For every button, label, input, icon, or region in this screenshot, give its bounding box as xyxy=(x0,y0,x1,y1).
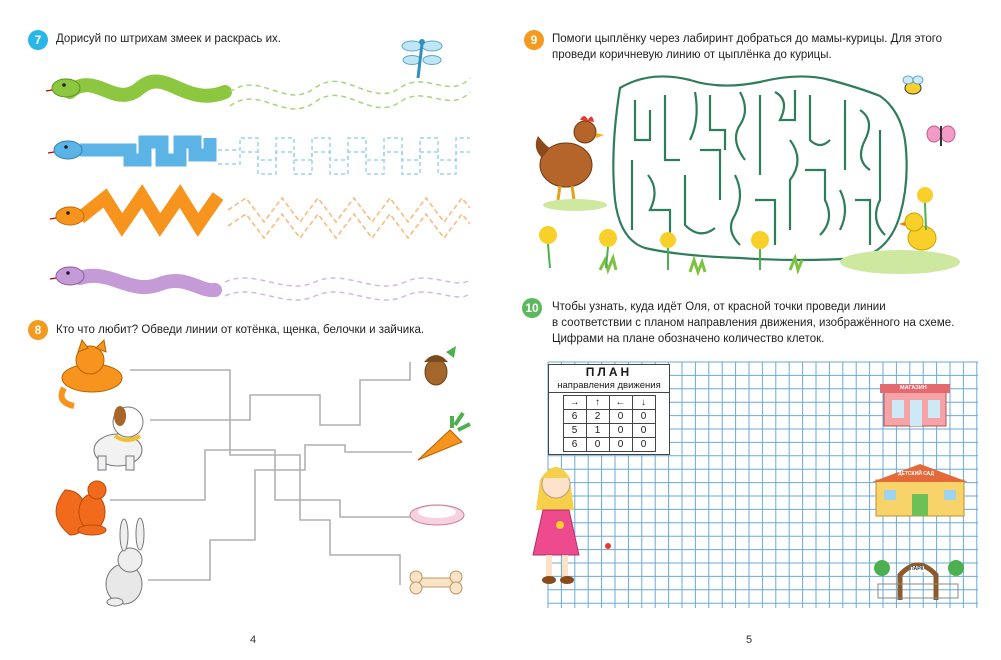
plan-cell: 0 xyxy=(586,438,609,452)
kindergarten-label: ДЕТСКИЙ САД xyxy=(898,471,935,477)
plan-cell: 0 xyxy=(609,410,632,424)
snake-orange xyxy=(50,196,470,238)
task-9-badge: 9 xyxy=(524,30,544,50)
plan-row xyxy=(563,424,655,438)
snake-blue xyxy=(48,138,470,174)
task-7-text: Дорисуй по штрихам змеек и раскрась их. xyxy=(56,33,281,45)
dragonfly-icon xyxy=(402,39,442,78)
bunny-icon xyxy=(106,518,144,606)
plan-cell: 1 xyxy=(586,424,609,438)
plan-cell: 6 xyxy=(563,438,586,452)
girl-olya-icon xyxy=(533,467,579,584)
movement-plan-table xyxy=(548,364,670,455)
task-10-text-line3: Цифрами на плане обозначено количество клеток. xyxy=(552,333,825,345)
arrow-right-icon: → xyxy=(563,396,586,410)
red-start-dot xyxy=(605,543,611,549)
plan-cell: 0 xyxy=(632,424,655,438)
task-8-text: Кто что любит? Обведи линии от котёнка, щенка, белочки и зайчика. xyxy=(56,324,425,336)
task-10-badge: 10 xyxy=(522,298,542,318)
plan-row xyxy=(563,438,655,452)
plan-cell: 0 xyxy=(609,438,632,452)
park-label: ПАРК xyxy=(910,566,924,572)
plan-cell: 0 xyxy=(632,438,655,452)
bone-icon xyxy=(410,571,462,594)
snake-purple xyxy=(50,267,470,300)
butterfly-icon xyxy=(927,126,955,146)
kitten-icon xyxy=(62,340,122,406)
bee-icon xyxy=(903,76,923,94)
plan-cell: 0 xyxy=(609,424,632,438)
arrow-down-icon: ↓ xyxy=(632,396,655,410)
task-8-badge: 8 xyxy=(28,320,48,340)
page-number-right: 5 xyxy=(746,634,753,646)
task-10-text-line2: в соответствии с планом направления движения, изображённого на схеме. xyxy=(552,317,955,329)
hen-icon xyxy=(536,116,604,200)
grass-and-flowers xyxy=(539,187,960,274)
snake-green xyxy=(46,78,470,109)
acorn-icon xyxy=(424,346,456,385)
task-9-text-line2: проведи коричневую линию от цыплёнка до курицы. xyxy=(552,49,832,61)
chick-icon xyxy=(899,213,936,250)
shop-label: МАГАЗИН xyxy=(900,385,927,391)
plan-subtitle: направления движения xyxy=(549,380,669,393)
squirrel-icon xyxy=(56,481,106,535)
plan-row xyxy=(563,410,655,424)
arrow-left-icon: ← xyxy=(609,396,632,410)
carrot-icon xyxy=(418,413,470,460)
plan-cell: 6 xyxy=(563,410,586,424)
plan-arrow-row xyxy=(563,396,655,410)
task-9-text-line1: Помоги цыплёнку через лабиринт добраться до мамы-курицы. Для этого xyxy=(552,33,943,45)
matching-lines xyxy=(110,362,412,585)
page-number-left: 4 xyxy=(250,634,257,646)
plan-cell: 2 xyxy=(586,410,609,424)
plan-cell: 5 xyxy=(563,424,586,438)
bowl-icon xyxy=(410,505,464,525)
task-10-text-line1: Чтобы узнать, куда идёт Оля, от красной точки проведи линии xyxy=(552,301,886,313)
plan-cell: 0 xyxy=(632,410,655,424)
puppy-icon xyxy=(94,406,143,470)
plan-title: ПЛАН xyxy=(585,365,633,379)
arrow-up-icon: ↑ xyxy=(586,396,609,410)
task-7-badge: 7 xyxy=(28,30,48,50)
plan-grid xyxy=(563,395,656,452)
